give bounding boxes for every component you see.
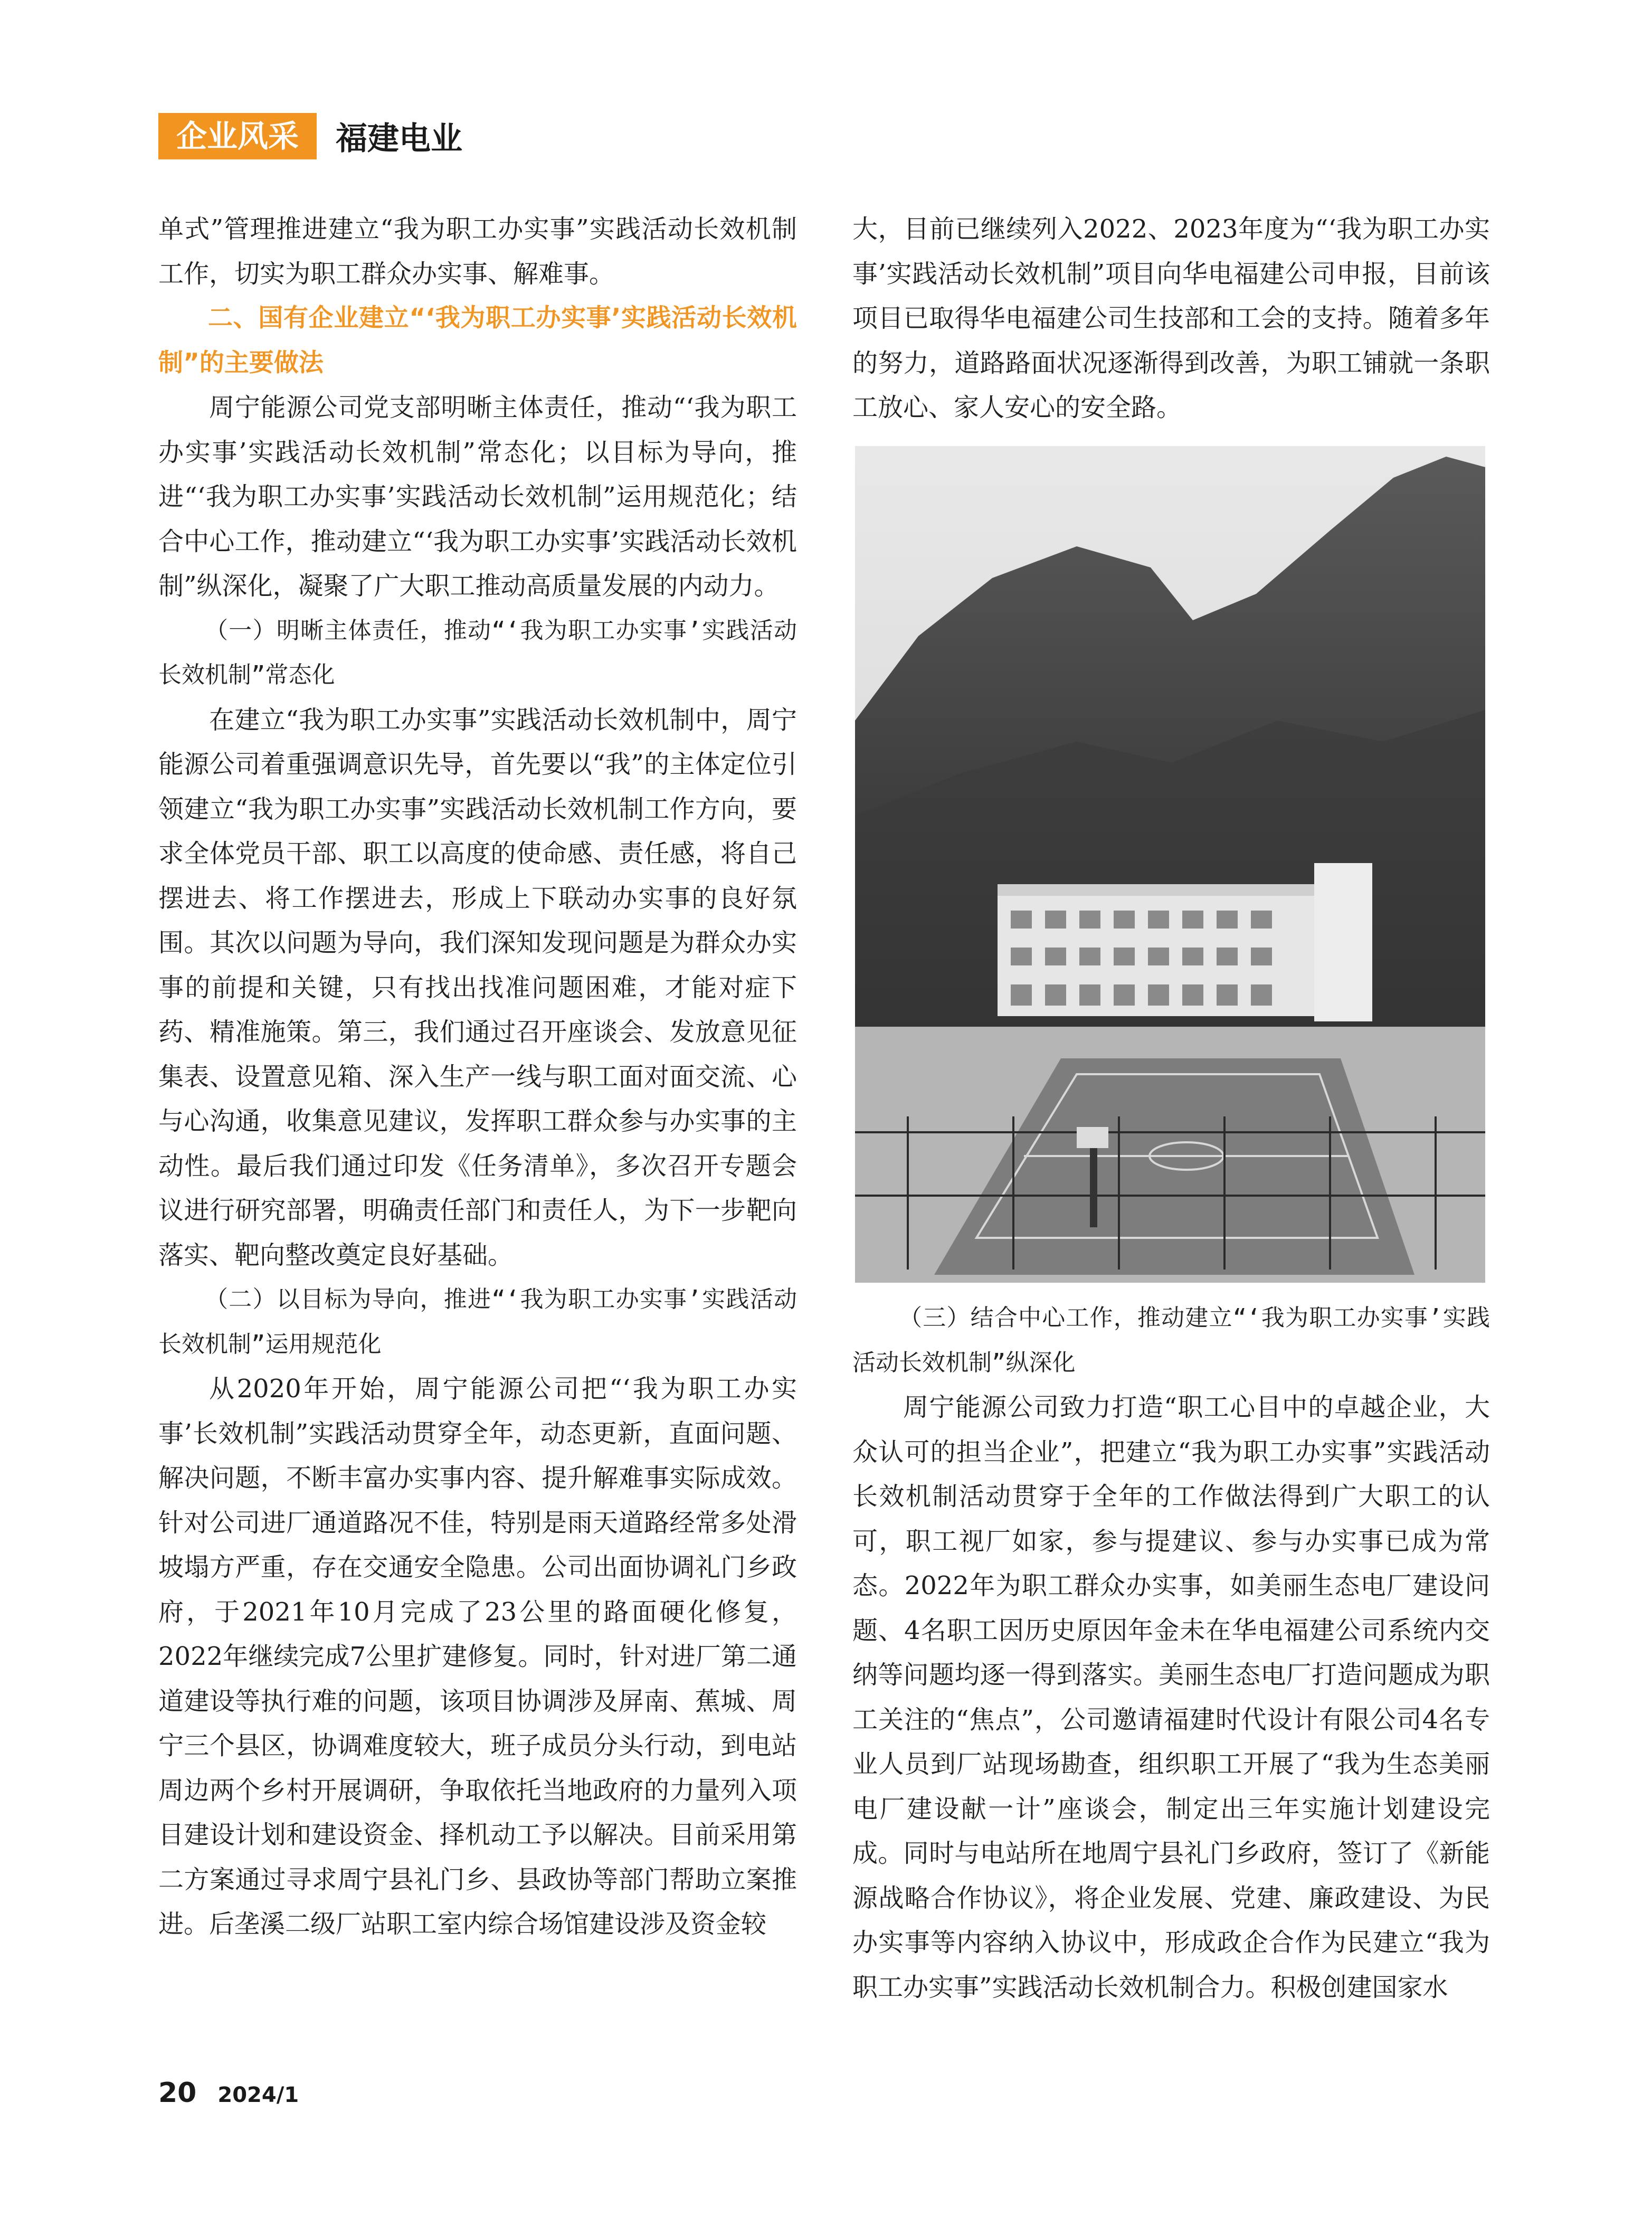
- paragraph: 从2020年开始，周宁能源公司把“‘我为职工办实事’长效机制”实践活动贯穿全年，动态更新，直面问题、解决问题，不断丰富办实事内容、提升解难事实际成效。针对公司进厂通道路况不佳，特别是雨天道路经常多处滑坡塌方严重，存在交通安全隐患。公司出面协调礼门乡政府，于2021年10月完成了23公里的路面硬化修复，2022年继续完成7公里扩建修复。同时，针对进厂第二通道建设等执行难的问题，该项目协调涉及屏南、蕉城、周宁三个县区，协调难度较大，班子成员分头行动，到电站周边两个乡村开展调研，争取依托当地政府的力量列入项目建设计划和建设资金、择机动工予以解决。目前采用第二方案通过寻求周宁县礼门乡、县政协等部门帮助立案推进。后垄溪二级厂站职工室内综合场馆建设涉及资金较: [158, 1374, 797, 1939]
- photo-power-station: [855, 446, 1485, 1283]
- paragraph: 周宁能源公司致力打造“职工心目中的卓越企业，大众认可的担当企业”，把建立“我为职工办实事”实践活动长效机制活动贯穿于全年的工作做法得到广大职工的认可，职工视厂如家，参与提建议、参与办实事已成为常态。2022年为职工群众办实事，如美丽生态电厂建设问题、4名职工因历史原因年金未在华电福建公司系统内交纳等问题均逐一得到落实。美丽生态电厂打造问题成为职工关注的“焦点”，公司邀请福建时代设计有限公司4名专业人员到厂站现场勘查，组织职工开展了“我为生态美丽电厂建设献一计”座谈会，制定出三年实施计划建设完成。同时与电站所在地周宁县礼门乡政府，签订了《新能源战略合作协议》，将企业发展、党建、廉政建设、为民办实事等内容纳入协议中，形成政企合作为民建立“我为职工办实事”实践活动长效机制合力。积极创建国家水: [852, 1393, 1490, 2002]
- right-column-top: [852, 207, 1490, 430]
- subsection-heading: （一）明晰主体责任，推动“‘我为职工办实事’实践活动长效机制”常态化: [158, 617, 797, 688]
- publication-name: 福建电业: [336, 120, 463, 157]
- section-heading: 二、国有企业建立“‘我为职工办实事’实践活动长效机制”的主要做法: [158, 304, 797, 377]
- paragraph: 周宁能源公司党支部明晰主体责任，推动“‘我为职工办实事’实践活动长效机制”常态化；以目标为导向，推进“‘我为职工办实事’实践活动长效机制”运用规范化；结合中心工作，推动建立“‘我为职工办实事’实践活动长效机制”纵深化，凝聚了广大职工推动高质量发展的内动力。: [158, 393, 797, 601]
- left-column: [158, 207, 797, 1947]
- paragraph: 大，目前已继续列入2022、2023年度为“‘我为职工办实事’实践活动长效机制”项目向华电福建公司申报，目前该项目已取得华电福建公司生技部和工会的支持。随着多年的努力，道路路面状况逐渐得到改善，为职工铺就一条职工放心、家人安心的安全路。: [852, 214, 1490, 422]
- right-column-bottom: [852, 1296, 1490, 2010]
- power-station-photo-icon: [855, 446, 1485, 1283]
- paragraph: 单式”管理推进建立“我为职工办实事”实践活动长效机制工作，切实为职工群众办实事、解难事。: [158, 214, 797, 289]
- page-header: [158, 113, 462, 159]
- issue-date: 2024/1: [217, 2083, 299, 2107]
- subsection-heading: （三）结合中心工作，推动建立“‘我为职工办实事’实践活动长效机制”纵深化: [852, 1304, 1490, 1376]
- page-number: 20: [158, 2077, 197, 2109]
- section-tag: 企业风采: [158, 113, 317, 159]
- paragraph: 在建立“我为职工办实事”实践活动长效机制中，周宁能源公司着重强调意识先导，首先要以“我”的主体定位引领建立“我为职工办实事”实践活动长效机制工作方向，要求全体党员干部、职工以高度的使命感、责任感，将自己摆进去、将工作摆进去，形成上下联动办实事的良好氛围。其次以问题为导向，我们深知发现问题是为群众办实事的前提和关键，只有找出找准问题困难，才能对症下药、精准施策。第三，我们通过召开座谈会、发放意见征集表、设置意见箱、深入生产一线与职工面对面交流、心与心沟通，收集意见建议，发挥职工群众参与办实事的主动性。最后我们通过印发《任务清单》，多次召开专题会议进行研究部署，明确责任部门和责任人，为下一步靶向落实、靶向整改奠定良好基础。: [158, 705, 797, 1270]
- page-footer: [158, 2077, 299, 2109]
- subsection-heading: （二）以目标为导向，推进“‘我为职工办实事’实践活动长效机制”运用规范化: [158, 1286, 797, 1358]
